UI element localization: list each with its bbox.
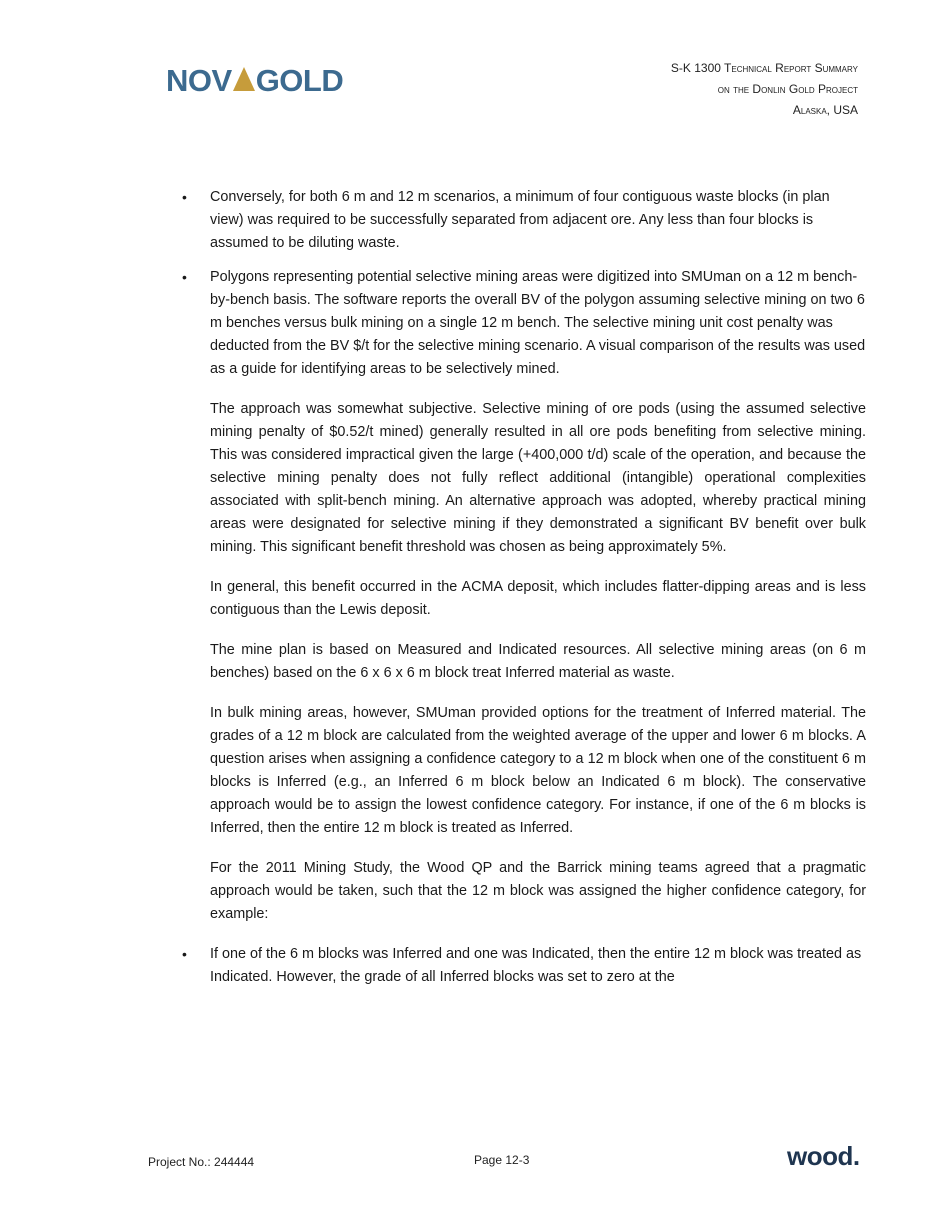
paragraph: For the 2011 Mining Study, the Wood QP and the Barrick mining teams agreed that a pragmatic approach would be taken, such that the 12 m block was assigned the higher confidence category, for example: <box>210 860 866 922</box>
bullet-text: Conversely, for both 6 m and 12 m scenarios, a minimum of four contiguous waste blocks (in plan view) was required to be successfully separated from adjacent ore. Any less than four blocks is assumed to be diluting waste. <box>210 189 830 251</box>
bullet-text: Polygons representing potential selective mining areas were digitized into SMUman on a 12 m bench-by-bench basis. The software reports the overall BV of the polygon assuming selective mining on two 6 m benches versus bulk mining on a single 12 m bench. The selective mining unit cost penalty was deducted from the BV $/t for the selective mining scenario. A visual comparison of the results was used as a guide for identifying areas to be selectively mined. <box>210 269 866 377</box>
bullet-text: If one of the 6 m blocks was Inferred and one was Indicated, then the entire 12 m block was treated as Indicated. However, the grade of all Inferred blocks was set to zero at the <box>210 946 862 985</box>
paragraph: The approach was somewhat subjective. Selective mining of ore pods (using the assumed selective mining penalty of $0.52/t mined) generally resulted in all ore pods benefiting from selective mining. This was considered impractical given the large (+400,000 t/d) scale of the operation, and because the selective mining penalty does not fully reflect additional (intangible) operational complexities associated with split-bench mining. An alternative approach was adopted, whereby practical mining areas were designated for selective mining if they demonstrated a significant BV benefit over bulk mining. This significant benefit threshold was chosen as being approximately 5%. <box>210 401 866 555</box>
list-item <box>182 943 866 989</box>
header-line-2: on the Donlin Gold Project <box>717 82 858 96</box>
list-item <box>182 186 866 255</box>
list-item <box>182 266 866 381</box>
paragraph: The mine plan is based on Measured and Indicated resources. All selective mining areas (on 6 m benches) based on the 6 x 6 x 6 m block treat Inferred material as waste. <box>210 642 866 681</box>
paragraph: In bulk mining areas, however, SMUman provided options for the treatment of Inferred material. The grades of a 12 m block are calculated from the weighted average of the upper and lower 6 m blocks. A question arises when assigning a confidence category to a 12 m block when one of the constituent 6 m blocks is Inferred (e.g., an Inferred 6 m block below an Indicated 6 m block). The conservative approach would be to assign the lowest confidence category. For instance, if one of the 6 m blocks is Inferred, then the entire 12 m block is treated as Inferred. <box>210 705 866 836</box>
bullet-icon: • <box>182 269 187 285</box>
bullet-icon: • <box>182 946 187 962</box>
novagold-logo <box>166 64 343 98</box>
report-header <box>671 58 858 121</box>
logo-text-left: NOV <box>166 63 232 98</box>
header-line-3: Alaska, USA <box>792 103 858 117</box>
logo-triangle-icon <box>233 67 255 91</box>
header-line-1: S-K 1300 Technical Report Summary <box>670 61 858 75</box>
project-number: Project No.: 244444 <box>148 1155 255 1169</box>
document-body <box>182 186 866 1000</box>
wood-logo: wood. <box>787 1141 860 1171</box>
bullet-icon: • <box>182 189 187 205</box>
paragraph: In general, this benefit occurred in the ACMA deposit, which includes flatter-dipping areas and is less contiguous than the Lewis deposit. <box>210 579 866 618</box>
page-number: Page 12-3 <box>474 1153 530 1167</box>
bullet-list-bottom <box>182 943 866 989</box>
logo-text-right: GOLD <box>255 63 344 98</box>
bullet-list-top <box>182 186 866 381</box>
